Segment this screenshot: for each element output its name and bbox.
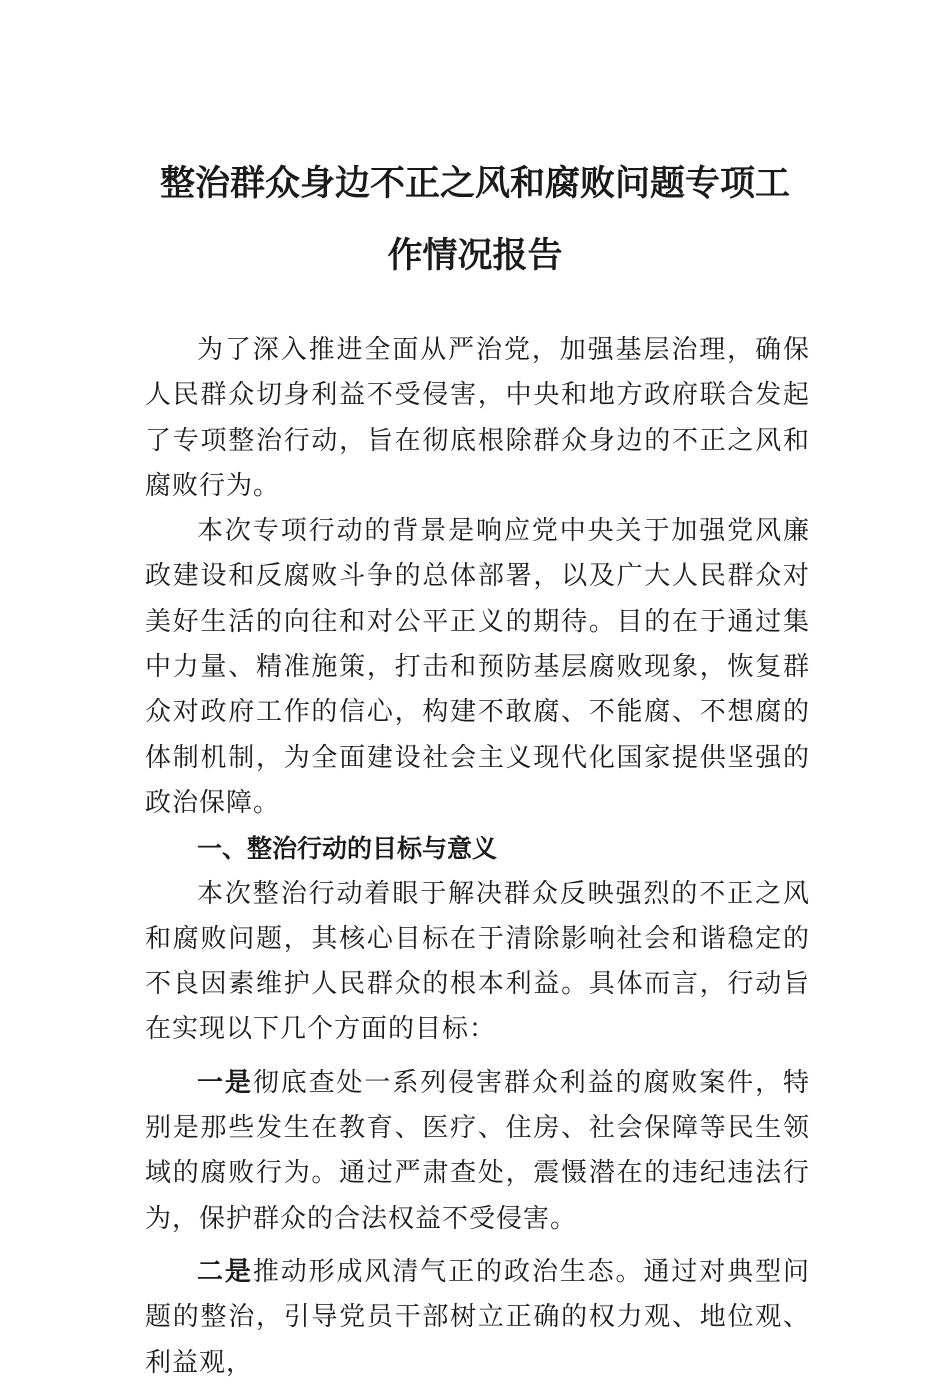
- goal-2-lead: 二是: [197, 1256, 253, 1287]
- document-title: [140, 148, 810, 292]
- goal-1-lead: 一是: [197, 1067, 253, 1098]
- goal-1-text: 彻底查处一系列侵害群众利益的腐败案件，特别是那些发生在教育、医疗、住房、社会保障等民生领域的腐败行为。通过严肃查处，震慑潜在的违纪违法行为，保护群众的合法权益不受侵害。: [145, 1067, 810, 1234]
- goal-2-text: 推动形成风清气正的政治生态。通过对典型问题的整治，引导党员干部树立正确的权力观、地位观、利益观，: [145, 1256, 810, 1378]
- goal-paragraph-1: [145, 1061, 810, 1242]
- section-heading: 一、整治行动的目标与意义: [197, 834, 498, 864]
- title-line-1: 整治群众身边不正之风和腐败问题专项工: [159, 163, 790, 204]
- background-paragraph: 本次专项行动的背景是响应党中央关于加强党风廉政建设和反腐败斗争的总体部署，以及广大人民群众对美好生活的向往和对公平正义的期待。目的在于通过集中力量、精准施策，打击和预防基层腐败现象，恢复群众对政府工作的信心，构建不敢腐、不能腐、不想腐的体制机制，为全面建设社会主义现代化国家提供坚强的政治保障。: [145, 516, 810, 818]
- goal-paragraph-2: [145, 1250, 810, 1386]
- intro-paragraph: 为了深入推进全面从严治党，加强基层治理，确保人民群众切身利益不受侵害，中央和地方政府联合发起了专项整治行动，旨在彻底根除群众身边的不正之风和腐败行为。: [145, 335, 810, 501]
- title-line-2: 作情况报告: [387, 235, 563, 276]
- document-body: [145, 328, 810, 1386]
- section-intro-paragraph: 本次整治行动着眼于解决群众反映强烈的不正之风和腐败问题，其核心目标在于清除影响社会和谐稳定的不良因素维护人民群众的根本利益。具体而言，行动旨在实现以下几个方面的目标：: [145, 878, 810, 1045]
